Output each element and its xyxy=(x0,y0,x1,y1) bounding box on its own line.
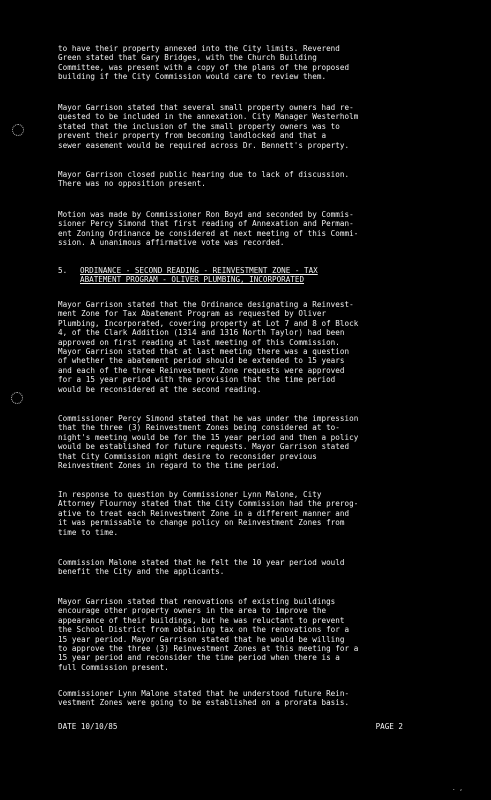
page-footer xyxy=(58,722,403,731)
footer-page-number: PAGE 2 xyxy=(375,722,403,731)
scan-artifact: . , xyxy=(452,785,463,792)
paragraph-ordinance-first-reading: Mayor Garrison stated that the Ordinance designating a Reinvest- ment Zone for Tax Abatement Program as requested by Oliver Plumbing, Incorporated, covering property at Lot 7 and 8 of Block 4, of the Clark Addition (1314 and 1316 North Taylor) had been approved on first reading at last meeting of this Commission. Mayor Garrison stated that at last meeting there was a question of whether the abatement period should be extended to 15 years and each of the three Reinvestment Zone requests were approved for a 15 year period with the provision that the time period would be reconsidered at the second reading. xyxy=(58,300,359,394)
binder-hole-mark xyxy=(11,392,23,404)
paragraph-malone-prorata: Commissioner Lynn Malone stated that he understood future Rein- vestment Zones were going to be established on a prorata basis. xyxy=(58,689,350,708)
paragraph-annexation-request: to have their property annexed into the City limits. Reverend Green stated that Gary Bridges, with the Church Building Committee, was present with a copy of the plans of the proposed building if the City Commission would care to review them. xyxy=(58,44,350,82)
paragraph-malone-ten-year: Commission Malone stated that he felt the 10 year period would benefit the City and the applicants. xyxy=(58,558,345,577)
footer-date: DATE 10/10/85 xyxy=(58,722,118,731)
binder-hole-mark xyxy=(12,124,24,136)
paragraph-motion-first-reading: Motion was made by Commissioner Ron Boyd and seconded by Commis- sioner Percy Simond that first reading of Annexation and Perman- ent Zoning Ordinance be considered at next meeting of this Commi- ssion. A unanimous affirmative vote was recorded. xyxy=(58,210,359,248)
agenda-item-title-line1: ORDINANCE - SECOND READING - REINVESTMENT ZONE - TAX xyxy=(80,266,318,275)
paragraph-city-attorney-response: In response to question by Commissioner Lynn Malone, City Attorney Flournoy stated that the City Commission had the prerog- ative to treat each Reinvestment Zone in a different manner and it was permissable to change policy on Reinvestment Zones from time to time. xyxy=(58,490,359,537)
agenda-item-number: 5. xyxy=(58,266,68,275)
paragraph-public-hearing-closed: Mayor Garrison closed public hearing due to lack of discussion. There was no opposition present. xyxy=(58,170,350,189)
paragraph-small-property-owners: Mayor Garrison stated that several small property owners had re- quested to be included in the annexation. City Manager Westerholm stated that the inclusion of the small property owners was to prevent their property from becoming landlocked and that a sewer easement would be required across Dr. Bennett's property. xyxy=(58,103,359,150)
paragraph-garrison-renovations: Mayor Garrison stated that renovations of existing buildings encourage other property owners in the area to improve the appearance of their buildings, but he was reluctant to prevent the School District from obtaining tax on the renovations for a 15 year period. Mayor Garrison stated that he would be willing to approve the three (3) Reinvestment Zones at this meeting for a 15 year period and reconsider the time period when there is a full Commission present. xyxy=(58,597,359,672)
agenda-item-title-line2: ABATEMENT PROGRAM - OLIVER PLUMBING, INCORPORATED xyxy=(80,275,305,284)
paragraph-simond-impression: Commissioner Percy Simond stated that he was under the impression that the three (3) Reinvestment Zones being considered at to- night's meeting would be for the 15 year period and then a policy would be established for future requests. Mayor Garrison stated that City Commission might desire to reconsider previous Reinvestment Zones in regard to the time period. xyxy=(58,414,359,471)
